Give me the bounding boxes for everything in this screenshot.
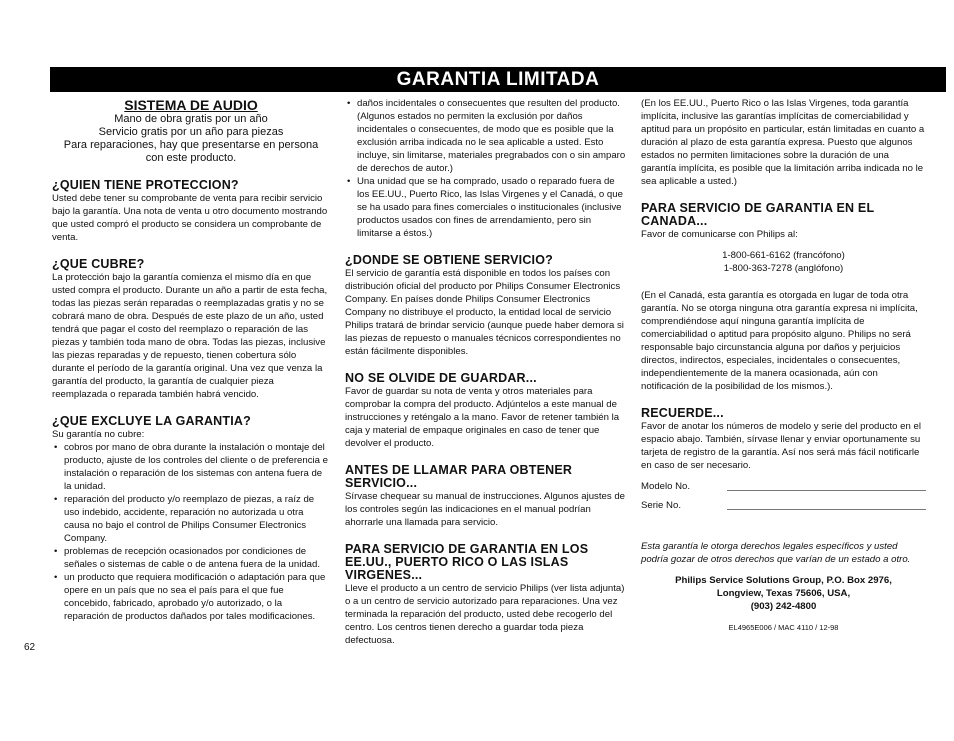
list-item: • reparación del producto y/o reemplazo de piezas, a raíz de uso indebido, accidente, reparación no autorizada u otra causa no bajo el control de Philips Consumer Electronics Company. xyxy=(52,493,330,545)
subtitle-line-2: Servicio gratis por un año para piezas xyxy=(98,126,284,138)
serial-number-label: Serie No. xyxy=(641,500,681,511)
paragraph-donde: El servicio de garantía está disponible en todos los países con distribución oficial del producto por Philips Consumer Electronics Company. En países donde Philips Consumer Electronics Company no distribuye el producto, la entidad local de servicio Philips tratará de brindar servicio (aunque puede haber demora si las piezas de repuesto o manuales técnicos correspondientes no están fácilmente disponibles. xyxy=(345,268,624,357)
heading-excluye: ¿QUE EXCLUYE LA GARANTIA? xyxy=(52,414,251,428)
subtitle-line-4: con este producto. xyxy=(145,152,237,164)
page-number: 62 xyxy=(24,642,36,653)
paragraph-antes: Sírvase chequear su manual de instrucciones. Algunos ajustes de los controles según las indicaciones en el manual podrían ahorrarle una llamada para servicio. xyxy=(345,491,625,528)
column-2 xyxy=(345,97,627,647)
heading-eeuu: PARA SERVICIO DE GARANTIA EN LOS EE.UU., PUERTO RICO O LAS ISLAS VIRGENES... xyxy=(345,542,589,582)
model-number-line[interactable] xyxy=(727,480,926,491)
paragraph-intro: (En los EE.UU., Puerto Rico o las Islas Virgenes, toda garantía implícita, inclusive las garantías implícitas de comerciabilidad y aptitud para un propósito en particular, están limitadas en cuanto a duración al plazo de esta garantía expresa. Puesto que algunos estados no permiten limitaciones sobre la duración de una garantía implícita, es posible que la limitación arriba indicada no le sea aplicable a usted.) xyxy=(641,98,925,187)
address-line-1: Philips Service Solutions Group, P.O. Box 2976, xyxy=(675,575,892,586)
serial-number-line[interactable] xyxy=(727,499,926,510)
phone-french: 1-800-661-6162 (francófono) xyxy=(722,250,845,261)
banner-title: GARANTIA LIMITADA xyxy=(50,67,946,92)
heading-donde: ¿DONDE SE OBTIENE SERVICIO? xyxy=(345,253,553,267)
heading-canada: PARA SERVICIO DE GARANTIA EN EL CANADA... xyxy=(641,201,875,228)
list-item: • Una unidad que se ha comprado, usado o reparado fuera de los EE.UU., Puerto Rico, las Islas Virgenes y el Canadá, o que se ha usado para fines comerciales o institucionales (inclusive productos usados con fines de arrendamiento, pero sin limitarse a éstos.) xyxy=(345,175,627,240)
paragraph-quien: Usted debe tener su comprobante de venta para recibir servicio bajo la garantía. Una nota de venta u otro documento mostrando que usted compró el producto se considera un comprobante de venta. xyxy=(52,193,328,243)
address-line-3: (903) 242-4800 xyxy=(750,601,817,612)
list-item: • daños incidentales o consecuentes que resulten del producto. (Algunos estados no permiten la exclusión por daños incidentales o consecuentes, de modo que es posible que la exclusión arriba indicada no le sea aplicable a usted. Esto incluye, sin limitarse, materiales pregrabados con o sin amparo de derechos de autor.) xyxy=(345,97,627,175)
heading-antes: ANTES DE LLAMAR PARA OBTENER SERVICIO... xyxy=(345,463,573,490)
legal-notice: Esta garantía le otorga derechos legales específicos y usted podría gozar de otros derechos que varían de un estado a otro. xyxy=(641,541,911,565)
paragraph-cubre: La protección bajo la garantía comienza el mismo día en que usted compra el producto. Durante un año a partir de esta fecha, todas las piezas serán reparadas o reemplazadas gratis y no se cobrará mano de obra. Después de este plazo de un año, usted tendrá que pagar el costo del reemplazo o reparación de las piezas y también toda mano de obra. Todas las piezas, inclusive las piezas reparadas y de repuesto, tienen cobertura sólo durante el período de la garantía original. Una vez que venza la garantía del producto, la garantía de cualquier pieza reemplazada o reparada también habrá vencido. xyxy=(52,272,328,400)
section-title: SISTEMA DE AUDIO xyxy=(124,97,258,113)
paragraph-canada-legal: (En el Canadá, esta garantía es otorgada en lugar de toda otra garantía. No se otorga ninguna otra garantía expresa ni implícita, comprendiéndose aquí ninguna garantía implícita de comerciabilidad o aptitud para propósito alguno. Philips no será responsable bajo circunstancia alguna por daños y perjuicios directos, indirectos, especiales, incidentales o consecuentes, independientemente de la manera ocasionada, aún con notificación de la posibilidad de los mismos.). xyxy=(641,290,918,392)
heading-quien: ¿QUIEN TIENE PROTECCION? xyxy=(52,178,239,192)
heading-recuerde: RECUERDE... xyxy=(641,406,724,420)
paragraph-canada: Favor de comunicarse con Philips al: xyxy=(641,229,798,240)
phone-english: 1-800-363-7278 (anglófono) xyxy=(723,263,844,274)
subtitle-line-3: Para reparaciones, hay que presentarse en persona xyxy=(63,139,319,151)
model-number-label: Modelo No. xyxy=(641,481,691,492)
exclusion-list-cont xyxy=(345,97,627,240)
paragraph-eeuu: Lleve el producto a un centro de servicio Philips (ver lista adjunta) o a un centro de servicio autorizado para reparaciones. Una vez terminada la reparación del producto, usted debe recogerlo del centro. Los centros tienen derecho a guardar toda pieza defectuosa. xyxy=(345,583,625,646)
heading-cubre: ¿QUE CUBRE? xyxy=(52,257,145,271)
column-3 xyxy=(641,97,926,634)
address-line-2: Longview, Texas 75606, USA, xyxy=(716,588,851,599)
column-1 xyxy=(52,97,330,623)
serial-number-field[interactable] xyxy=(641,499,926,512)
document-code: EL4965E006 / MAC 4110 / 12-98 xyxy=(728,623,839,632)
list-item: • cobros por mano de obra durante la instalación o montaje del producto, ajuste de los controles del cliente o de preferencia e instalación o reparación de los sistemas con antena fuera de la unidad. xyxy=(52,441,330,493)
paragraph-excluye: Su garantía no cubre: xyxy=(52,429,145,440)
list-item: • problemas de recepción ocasionados por condiciones de señales o sistemas de cable o de antena fuera de la unidad. xyxy=(52,545,330,571)
paragraph-olvide: Favor de guardar su nota de venta y otros materiales para comprobar la compra del producto. Adjúntelos a este manual de instrucciones y reténgalo a la mano. Favor de retener también la caja y material de empaque originales en caso de tener que devolver el producto. xyxy=(345,386,620,449)
heading-olvide: NO SE OLVIDE DE GUARDAR... xyxy=(345,371,537,385)
exclusion-list xyxy=(52,441,330,623)
model-number-field[interactable] xyxy=(641,480,926,493)
list-item: • un producto que requiera modificación o adaptación para que opere en un país que no sea el país para el que fue concebido, fabricado, aprobado y/o autorizado, o la reparación de productos dañados por tales modificaciones. xyxy=(52,571,330,623)
paragraph-recuerde: Favor de anotar los números de modelo y serie del producto en el espacio abajo. También, sírvase llenar y enviar oportunamente su tarjeta de registro de la garantía. Así nos será más fácil notificarle en caso de ser necesario. xyxy=(641,421,921,471)
subtitle-line-1: Mano de obra gratis por un año xyxy=(114,113,268,125)
